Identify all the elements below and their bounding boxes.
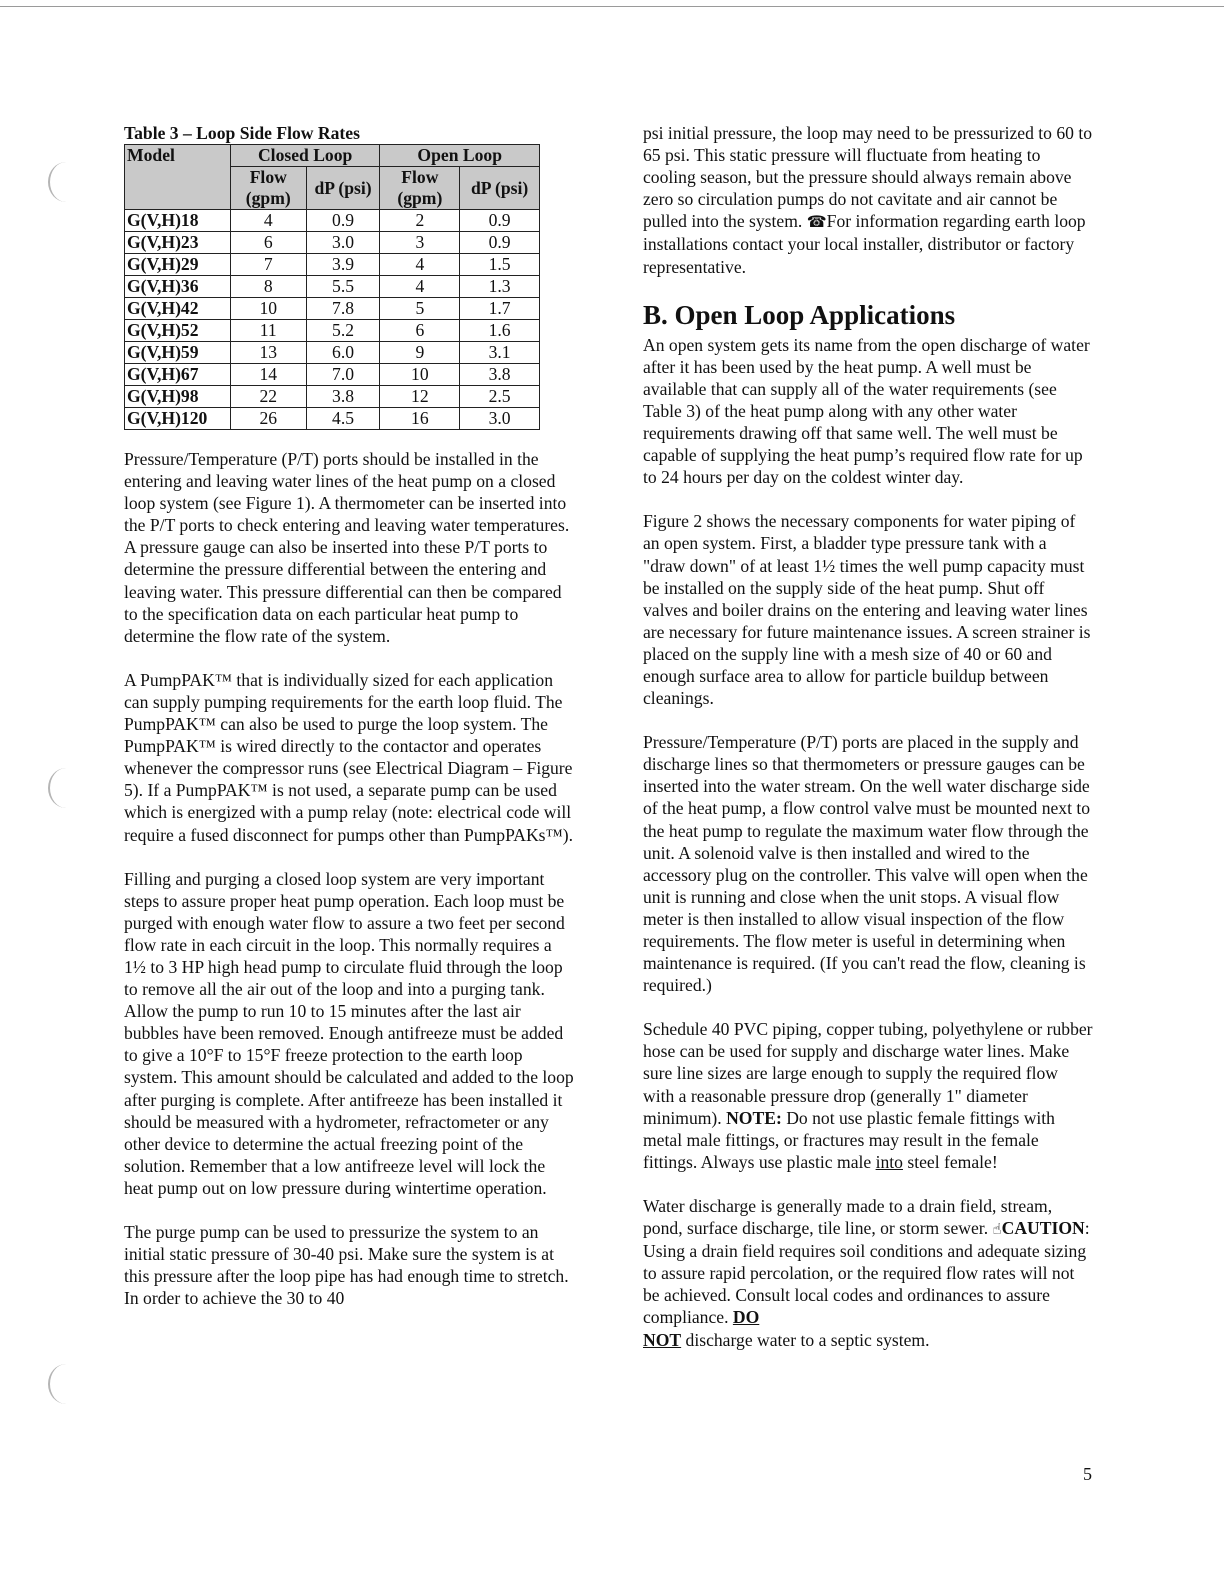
do-label: DO	[732, 1307, 760, 1328]
cell-open-flow: 3	[380, 232, 460, 254]
cell-open-dp: 0.9	[460, 210, 540, 232]
cell-open-flow: 5	[380, 298, 460, 320]
cell-closed-dp: 5.2	[306, 320, 380, 342]
cell-closed-dp: 6.0	[306, 342, 380, 364]
cell-closed-flow: 10	[230, 298, 306, 320]
paragraph-pressurize	[643, 122, 1093, 278]
cell-model: G(V,H)98	[125, 386, 231, 408]
table-row	[125, 386, 540, 408]
cell-closed-flow: 7	[230, 254, 306, 276]
cell-model: G(V,H)42	[125, 298, 231, 320]
table-row	[125, 364, 540, 386]
cell-closed-dp: 7.0	[306, 364, 380, 386]
left-column	[124, 122, 576, 1331]
cell-model: G(V,H)18	[125, 210, 231, 232]
header-dp: dP (psi)	[306, 167, 380, 210]
note-label: NOTE:	[726, 1107, 782, 1128]
cell-closed-flow: 14	[230, 364, 306, 386]
cell-open-flow: 16	[380, 408, 460, 430]
table-row	[125, 254, 540, 276]
cell-closed-dp: 3.9	[306, 254, 380, 276]
cell-open-dp: 3.1	[460, 342, 540, 364]
cell-open-dp: 1.3	[460, 276, 540, 298]
cell-open-dp: 3.0	[460, 408, 540, 430]
cell-closed-dp: 5.5	[306, 276, 380, 298]
cell-open-flow: 12	[380, 386, 460, 408]
table-row	[125, 210, 540, 232]
text-span: discharge water to a septic system.	[681, 1329, 930, 1350]
cell-closed-dp: 3.0	[306, 232, 380, 254]
cell-closed-dp: 3.8	[306, 386, 380, 408]
caution-hand-icon: ☝	[992, 1220, 1002, 1239]
cell-model: G(V,H)59	[125, 342, 231, 364]
cell-model: G(V,H)29	[125, 254, 231, 276]
not-label: NOT	[643, 1329, 682, 1350]
cell-closed-flow: 26	[230, 408, 306, 430]
cell-open-dp: 3.8	[460, 364, 540, 386]
cell-open-flow: 4	[380, 254, 460, 276]
table-row	[125, 342, 540, 364]
paragraph-open-system: An open system gets its name from the open discharge of water after it has been used by the heat pump. A well must be available that can supply all of the water requirements (see Table 3) of the heat pump along with any other water requirements drawing off that same well. The well must be capable of supplying the heat pump’s required flow rate for up to 24 hours per day on the coldest winter day.	[643, 334, 1090, 488]
cell-open-flow: 4	[380, 276, 460, 298]
binder-hole-mark	[48, 768, 84, 808]
caution-label: CAUTION	[1001, 1218, 1085, 1239]
section-heading: B. Open Loop Applications	[643, 299, 956, 330]
binder-hole-mark	[48, 1364, 84, 1404]
cell-open-dp: 2.5	[460, 386, 540, 408]
cell-open-flow: 10	[380, 364, 460, 386]
binder-hole-mark	[48, 162, 84, 202]
cell-closed-dp: 4.5	[306, 408, 380, 430]
underlined-into: into	[875, 1151, 903, 1172]
paragraph-filling-purging: Filling and purging a closed loop system are very important steps to assure proper heat pump operation. Each loop must be purged with enough water flow to assure a two feet per second flow rate in each circuit in the loop. This normally requires a 1½ to 3 HP high head pump to circulate fluid through the loop to remove all the air out of the loop and into a purging tank. Allow the pump to run 10 to 15 minutes after the last air bubbles have been removed. Enough antifreeze must be added to give a 10°F to 15°F freeze protection to the earth loop system. This amount should be calculated and added to the loop after purging is complete. After antifreeze has been installed it should be measured with a hydrometer, refractometer or any other device to determine the actual freezing point of the solution. Remember that a low antifreeze level will lock the heat pump out on low pressure during wintertime operation.	[124, 868, 574, 1198]
cell-open-dp: 1.5	[460, 254, 540, 276]
phone-icon: ☎	[806, 212, 827, 232]
cell-open-dp: 0.9	[460, 232, 540, 254]
cell-closed-flow: 11	[230, 320, 306, 342]
cell-closed-dp: 0.9	[306, 210, 380, 232]
header-open-loop: Open Loop	[380, 145, 540, 167]
cell-closed-flow: 22	[230, 386, 306, 408]
text-span: Schedule 40 PVC piping, copper tubing, polyethylene or rubber hose can be used for supply and discharge water lines. Make sure line sizes are large enough to supply the required flow with a reasonable pressure drop (generally 1" diameter minimum).	[643, 1019, 1093, 1128]
text-span: Water discharge is generally made to a drain field, stream, pond, surface discharge, tile line, or storm sewer.	[643, 1195, 1053, 1239]
flow-rates-table	[124, 144, 540, 430]
text-span: psi initial pressure, the loop may need to be pressurized to 60 to 65 psi. This static pressure will fluctuate from heating to cooling season, but the pressure should always remain above zero so circulation pumps do not cavitate and air cannot be pulled into the system.	[643, 123, 1093, 232]
cell-open-dp: 1.7	[460, 298, 540, 320]
paragraph-pt-ports-open: Pressure/Temperature (P/T) ports are placed in the supply and discharge lines so that thermometers or pressure gauges can be inserted into the water stream. On the well water discharge side of the heat pump, a flow control valve must be mounted next to the heat pump to regulate the maximum water flow through the unit. A solenoid valve is then installed and wired to the accessory plug on the controller. This valve will open when the unit is running and close when the unit stops. A visual flow meter is then installed to allow visual inspection of the flow requirements. The flow meter is useful in determining when maintenance is required. (If you can't read the flow, cleaning is required.)	[643, 732, 1091, 996]
cell-closed-flow: 13	[230, 342, 306, 364]
header-flow: Flow (gpm)	[230, 167, 306, 210]
top-rule	[0, 6, 1224, 7]
cell-closed-flow: 4	[230, 210, 306, 232]
cell-model: G(V,H)23	[125, 232, 231, 254]
table-row	[125, 320, 540, 342]
cell-open-flow: 9	[380, 342, 460, 364]
page-number: 5	[1083, 1464, 1092, 1484]
paragraph-pt-ports: Pressure/Temperature (P/T) ports should be installed in the entering and leaving water lines of the heat pump on a closed loop system (see Figure 1). A thermometer can be inserted into the P/T ports to check entering and leaving water temperatures. A pressure gauge can also be inserted into these P/T ports to determine the pressure differential between the entering and leaving water. This pressure differential can then be compared to the specification data on each particular heat pump to determine the flow rate of the system.	[124, 449, 570, 646]
table-title: Table 3 – Loop Side Flow Rates	[124, 123, 360, 143]
table-row	[125, 298, 540, 320]
header-flow: Flow (gpm)	[380, 167, 460, 210]
text-span: For information regarding earth loop installations contact your local installer, distributor or factory representative.	[643, 211, 1086, 277]
cell-closed-flow: 8	[230, 276, 306, 298]
table-row	[125, 232, 540, 254]
text-span: : Using a drain field requires soil conditions and adequate sizing to assure rapid percolation, or the required flow rates will not be achieved. Consult local codes and ordinances to assure compliance.	[643, 1218, 1090, 1328]
paragraph-pumppak: A PumpPAK™ that is individually sized for each application can supply pumping requirements for the earth loop fluid. The PumpPAK™ can also be used to purge the loop system. The PumpPAK™ is wired directly to the contactor and operates whenever the compressor runs (see Electrical Diagram – Figure 5). If a PumpPAK™ is not used, a separate pump can be used which is energized with a pump relay (note: electrical code will require a fused disconnect for pumps other than PumpPAKs™).	[124, 669, 574, 845]
text-span: Do not use plastic female fittings with metal male fittings, or fractures may result in the female fittings. Always use plastic male	[643, 1107, 1055, 1172]
header-dp: dP (psi)	[460, 167, 540, 210]
table-row	[125, 276, 540, 298]
cell-open-flow: 6	[380, 320, 460, 342]
paragraph-discharge	[643, 1195, 1093, 1351]
paragraph-figure-2: Figure 2 shows the necessary components for water piping of an open system. First, a bladder type pressure tank with a "draw down" of at least 1½ times the well pump capacity must be installed on the supply side of the heat pump. Shut off valves and boiler drains on the entering and leaving water lines are necessary for future maintenance issues. A screen strainer is placed on the supply line with a mesh size of 40 or 60 and enough surface area to allow for particle buildup between cleanings.	[643, 511, 1091, 709]
cell-closed-dp: 7.8	[306, 298, 380, 320]
paragraph-purge-pump: The purge pump can be used to pressurize the system to an initial static pressure of 30-40 psi. Make sure the system is at this pressure after the loop pipe has had enough time to stretch. In order to achieve the 30 to 40	[124, 1222, 569, 1309]
cell-model: G(V,H)52	[125, 320, 231, 342]
cell-model: G(V,H)67	[125, 364, 231, 386]
cell-open-flow: 2	[380, 210, 460, 232]
cell-model: G(V,H)36	[125, 276, 231, 298]
paragraph-piping	[643, 1018, 1093, 1173]
cell-open-dp: 1.6	[460, 320, 540, 342]
text-span: steel female!	[902, 1151, 998, 1172]
header-model: Model	[125, 145, 231, 210]
header-closed-loop: Closed Loop	[230, 145, 380, 167]
cell-closed-flow: 6	[230, 232, 306, 254]
cell-model: G(V,H)120	[125, 408, 231, 430]
table-body	[125, 210, 540, 430]
right-column	[643, 122, 1093, 1373]
table-row	[125, 408, 540, 430]
